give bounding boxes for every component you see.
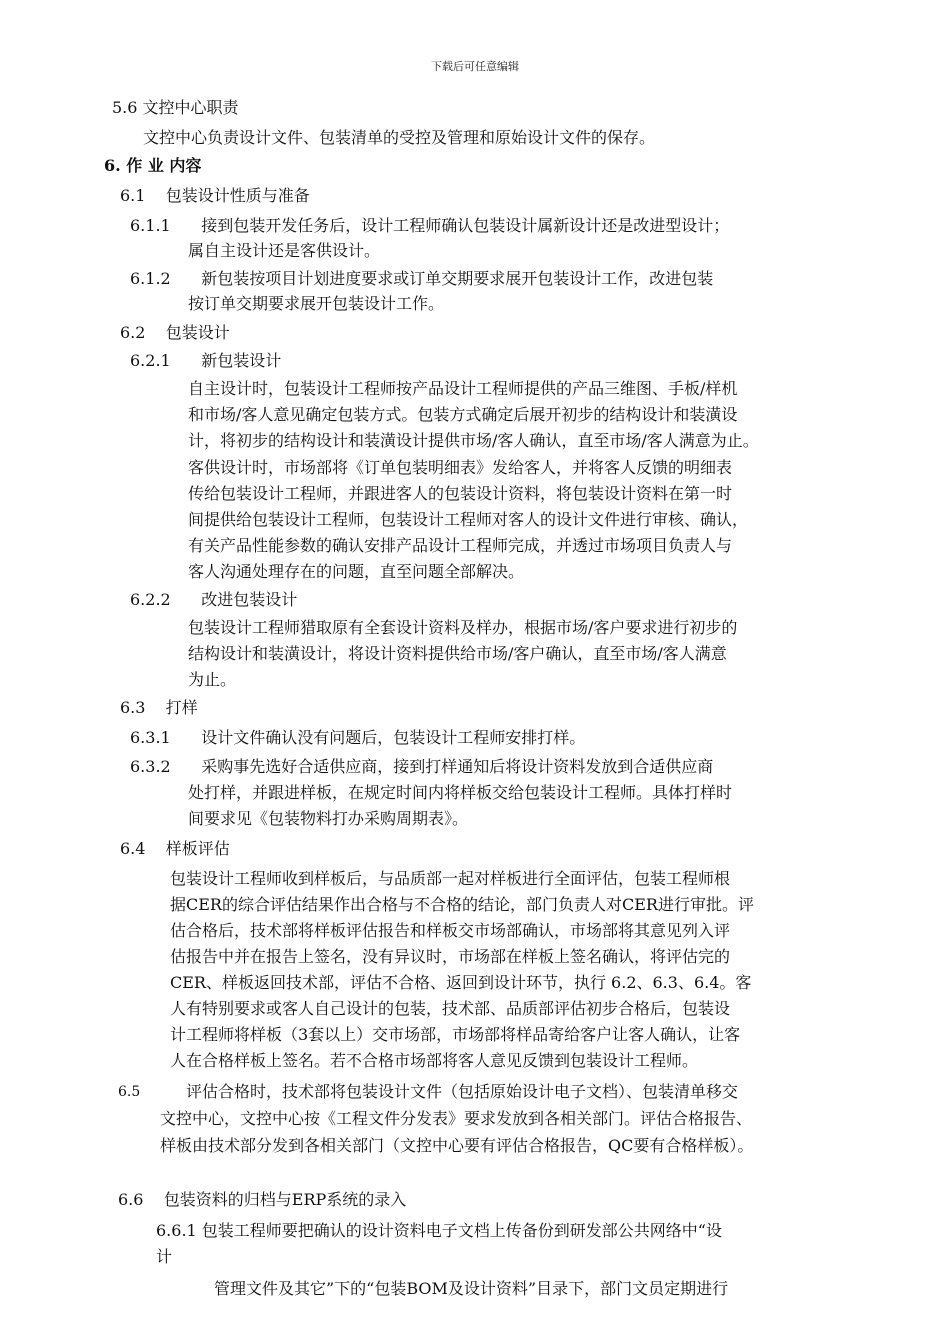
section-6-4-line: 估报告中并在报告上签名，没有异议时，市场部在样板上签名确认，将评估完的 bbox=[170, 947, 731, 966]
section-6-3-2-line: 间要求见《包装物料打办采购周期表》。 bbox=[188, 809, 469, 828]
section-6-2-1-line: 客人沟通处理存在的问题，直至问题全部解决。 bbox=[188, 562, 525, 581]
section-6-1-1-line: 属自主设计还是客供设计。 bbox=[188, 241, 381, 260]
section-6-5-number: 6.5 bbox=[118, 1084, 141, 1100]
section-6-1-title: 6.1 包装设计性质与准备 bbox=[120, 186, 310, 205]
section-6-4-line: 计工程师将样板（3套以上）交市场部，市场部将样品寄给客户让客人确认，让客 bbox=[170, 1025, 741, 1044]
section-6-2-2-line: 为止。 bbox=[188, 670, 237, 689]
section-6-4-line: 估合格后，技术部将样板评估报告和样板交市场部确认，市场部将其意见列入评 bbox=[170, 921, 731, 940]
section-6-4-line: 人在合格样板上签名。若不合格市场部将客人意见反馈到包装设计工程师。 bbox=[170, 1051, 699, 1070]
section-6-2-title: 6.2 包装设计 bbox=[120, 323, 230, 342]
section-6-1-2-line: 按订单交期要求展开包装设计工作。 bbox=[188, 294, 445, 313]
section-6-2-2-line: 结构设计和装潢设计，将设计资料提供给市场/客户确认，直至市场/客人满意 bbox=[188, 644, 727, 663]
section-6-2-1-line: 客供设计时，市场部将《订单包装明细表》发给客人，并将客人反馈的明细表 bbox=[188, 458, 733, 477]
section-6-4-title: 6.4 样板评估 bbox=[120, 839, 230, 858]
section-6-3-1-line: 6.3.1 设计文件确认没有问题后，包装设计工程师安排打样。 bbox=[130, 728, 586, 747]
section-6-2-1-line: 和市场/客人意见确定包装方式。包装方式确定后展开初步的结构设计和装潢设 bbox=[188, 405, 738, 424]
section-6-1-2-line: 6.1.2 新包装按项目计划进度要求或订单交期要求展开包装设计工作，改进包装 bbox=[130, 269, 714, 288]
section-6-2-1-line: 传给包装设计工程师，并跟进客人的包装设计资料，将包装设计资料在第一时 bbox=[188, 484, 733, 503]
section-6-2-2-title: 6.2.2 改进包装设计 bbox=[130, 590, 298, 609]
section-6-3-title: 6.3 打样 bbox=[120, 698, 198, 717]
page-header: 下载后可任意编辑 bbox=[431, 60, 519, 73]
section-6-2-1-line: 间提供给包装设计工程师，包装设计工程师对客人的设计文件进行审核、确认， bbox=[188, 510, 749, 529]
section-6-6-title: 6.6 包装资料的归档与ERP系统的录入 bbox=[118, 1190, 407, 1209]
section-5-6-title: 5.6 文控中心职责 bbox=[112, 98, 239, 117]
section-6-6-1-line: 6.6.1 包装工程师要把确认的设计资料电子文档上传备份到研发部公共网络中“设 bbox=[156, 1221, 722, 1240]
section-6-1-1-line: 6.1.1 接到包装开发任务后，设计工程师确认包装设计属新设计还是改进型设计； bbox=[130, 216, 730, 235]
section-6-2-1-title: 6.2.1 新包装设计 bbox=[130, 351, 282, 370]
section-6-5-line: 样板由技术部分发到各相关部门（文控中心要有评估合格报告，QC要有合格样板）。 bbox=[160, 1136, 754, 1155]
section-6-3-2-line: 6.3.2 采购事先选好合适供应商，接到打样通知后将设计资料发放到合适供应商 bbox=[130, 757, 714, 776]
section-6-6-1-line: 管理文件及其它”下的“包装BOM及设计资料”目录下，部门文员定期进行 bbox=[214, 1279, 729, 1298]
section-5-6-body: 文控中心负责设计文件、包装清单的受控及管理和原始设计文件的保存。 bbox=[143, 128, 656, 147]
section-6-2-2-line: 包装设计工程师猎取原有全套设计资料及样办，根据市场/客户要求进行初步的 bbox=[188, 618, 738, 637]
section-6-2-1-line: 计，将初步的结构设计和装潢设计提供市场/客人确认，直至市场/客人满意为止。 bbox=[188, 431, 759, 450]
section-6-6-1-line: 计 bbox=[156, 1247, 173, 1266]
section-6-5-line: 文控中心，文控中心按《工程文件分发表》要求发放到各相关部门。评估合格报告、 bbox=[160, 1109, 753, 1128]
section-6-3-2-line: 处打样，并跟进样板，在规定时间内将样板交给包装设计工程师。具体打样时 bbox=[188, 783, 733, 802]
section-6-4-line: 据CER的综合评估结果作出合格与不合格的结论，部门负责人对CER进行审批。评 bbox=[170, 895, 754, 914]
section-6-4-line: 包装设计工程师收到样板后，与品质部一起对样板进行全面评估，包装工程师根 bbox=[170, 869, 731, 888]
section-6-2-1-line: 自主设计时，包装设计工程师按产品设计工程师提供的产品三维图、手板/样机 bbox=[188, 379, 738, 398]
section-6-title: 6. 作 业 内容 bbox=[104, 156, 202, 175]
section-6-2-1-line: 有关产品性能参数的确认安排产品设计工程师完成，并透过市场项目负责人与 bbox=[188, 536, 733, 555]
section-6-4-line: 人有特别要求或客人自己设计的包装，技术部、品质部评估初步合格后，包装设 bbox=[170, 999, 731, 1018]
section-6-5-line: 评估合格时，技术部将包装设计文件（包括原始设计电子文档）、包装清单移交 bbox=[186, 1082, 739, 1101]
section-6-4-line: CER、样板返回技术部，评估不合格、返回到设计环节，执行 6.2、6.3、6.4。客 bbox=[170, 973, 752, 992]
